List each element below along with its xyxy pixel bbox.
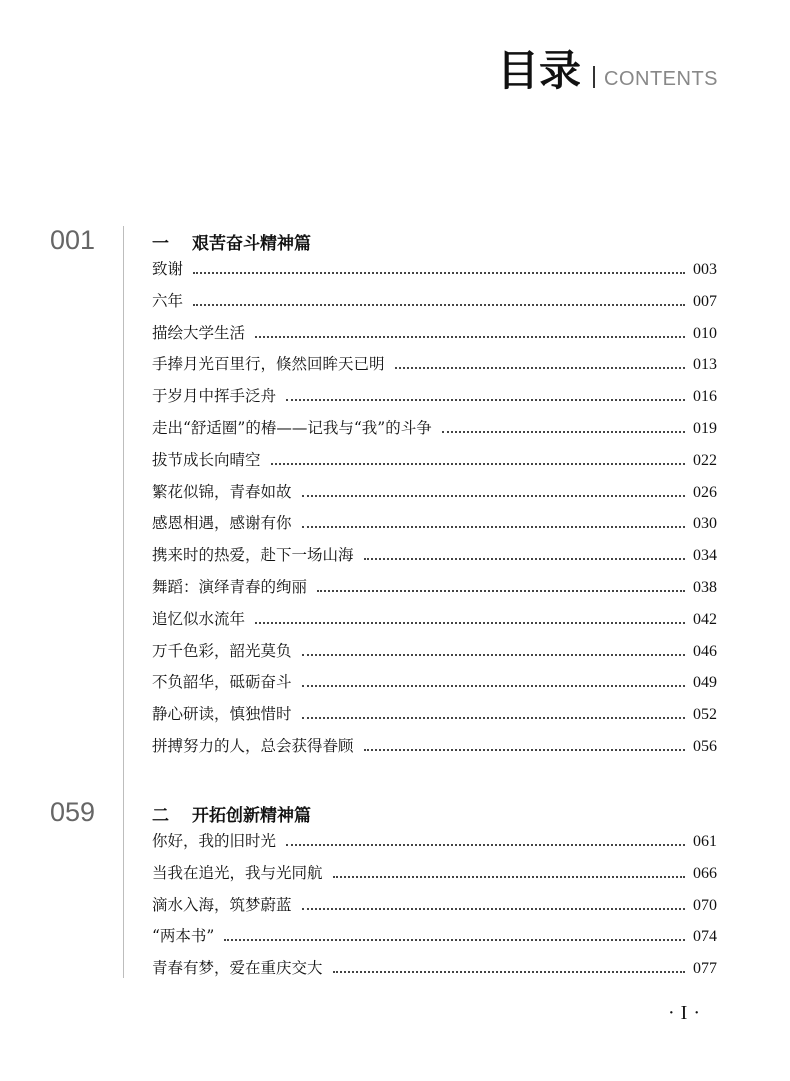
- entry-page-number: 019: [693, 419, 717, 437]
- section-heading: [152, 801, 311, 826]
- dot-leader: [255, 622, 685, 624]
- section-number: 一: [152, 234, 169, 254]
- entry-title: 繁花似锦，青春如故: [152, 482, 292, 501]
- dot-leader: [286, 399, 685, 401]
- entry-list: [152, 257, 717, 766]
- entry-title: 舞蹈：演绎青春的绚丽: [152, 577, 308, 596]
- toc-entry[interactable]: [152, 575, 717, 607]
- entry-page-number: 010: [693, 324, 717, 342]
- section-number: 二: [152, 806, 169, 826]
- toc-entry[interactable]: [152, 670, 717, 702]
- entry-title: 拔节成长向晴空: [152, 450, 261, 469]
- dot-leader: [317, 590, 685, 592]
- entry-title: 手捧月光百里行，倏然回眸天已明: [152, 355, 385, 374]
- toc-entry[interactable]: [152, 956, 717, 988]
- dot-leader: [193, 272, 685, 274]
- toc-entry[interactable]: [152, 384, 717, 416]
- entry-page-number: 056: [693, 737, 717, 755]
- entry-page-number: 038: [693, 578, 717, 596]
- toc-entry[interactable]: [152, 321, 717, 353]
- toc-header: [497, 48, 718, 94]
- toc-entry[interactable]: [152, 607, 717, 639]
- vertical-rule: [123, 226, 124, 978]
- entry-title: 拼搏努力的人，总会获得眷顾: [152, 736, 354, 755]
- section-title: 艰苦奋斗精神篇: [192, 234, 311, 254]
- dot-leader: [302, 908, 685, 910]
- entry-title: 感恩相遇，感谢有你: [152, 514, 292, 533]
- page-number: ·I·: [668, 1002, 706, 1024]
- section-start-page: 059: [50, 797, 96, 827]
- toc-entry[interactable]: [152, 893, 717, 925]
- entry-page-number: 022: [693, 451, 717, 469]
- entry-title: 青春有梦，爱在重庆交大: [152, 959, 323, 978]
- toc-entry[interactable]: [152, 448, 717, 480]
- dot-leader: [333, 971, 685, 973]
- entry-page-number: 049: [693, 674, 717, 692]
- dot-leader: [271, 463, 685, 465]
- entry-title: 携来时的热爱，赴下一场山海: [152, 546, 354, 565]
- toc-entry[interactable]: [152, 861, 717, 893]
- entry-title: 不负韶华，砥砺奋斗: [152, 673, 292, 692]
- entry-title: 致谢: [152, 260, 184, 278]
- entry-page-number: 042: [693, 610, 717, 628]
- entry-list: [152, 829, 717, 988]
- page-title: 目录: [496, 46, 581, 95]
- entry-title: 追忆似水流年: [152, 609, 246, 628]
- section-start-page: 001: [50, 225, 96, 255]
- dot-leader: [302, 717, 685, 719]
- entry-page-number: 003: [693, 261, 717, 278]
- entry-title: 于岁月中挥手泛舟: [152, 387, 277, 406]
- dot-leader: [364, 558, 685, 560]
- dot-leader: [224, 939, 685, 941]
- entry-title: 六年: [152, 291, 184, 310]
- entry-page-number: 061: [693, 833, 717, 850]
- section-heading: [152, 229, 311, 254]
- dot-leader: [302, 526, 685, 528]
- page-subtitle: CONTENTS: [604, 68, 718, 90]
- entry-page-number: 007: [693, 292, 717, 310]
- dot-leader: [333, 876, 685, 878]
- entry-title: 你好，我的旧时光: [152, 832, 277, 850]
- toc-entry[interactable]: [152, 702, 717, 734]
- dot-leader: [193, 304, 685, 306]
- entry-title: “两本书”: [152, 927, 215, 946]
- dot-leader: [286, 844, 685, 846]
- toc-entry[interactable]: [152, 829, 717, 861]
- dot-leader: [395, 367, 685, 369]
- entry-page-number: 070: [693, 896, 717, 914]
- entry-title: 走出“舒适圈”的椿——记我与“我”的斗争: [152, 418, 432, 437]
- dot-leader: [302, 685, 685, 687]
- dot-leader: [442, 431, 685, 433]
- toc-entry[interactable]: [152, 924, 717, 956]
- entry-page-number: 074: [693, 928, 717, 946]
- entry-page-number: 066: [693, 864, 717, 882]
- toc-entry[interactable]: [152, 543, 717, 575]
- entry-page-number: 046: [693, 642, 717, 660]
- entry-title: 描绘大学生活: [152, 323, 246, 342]
- toc-entry[interactable]: [152, 289, 717, 321]
- toc-entry[interactable]: [152, 480, 717, 512]
- entry-page-number: 013: [693, 356, 717, 374]
- entry-page-number: 034: [693, 547, 717, 565]
- entry-title: 滴水入海，筑梦蔚蓝: [152, 895, 292, 914]
- dot-leader: [302, 654, 685, 656]
- toc-entry[interactable]: [152, 734, 717, 766]
- title-divider: [593, 66, 595, 88]
- entry-page-number: 016: [693, 388, 717, 406]
- entry-title: 万千色彩，韶光莫负: [152, 641, 292, 660]
- entry-page-number: 030: [693, 515, 717, 533]
- dot-leader: [255, 336, 685, 338]
- entry-title: 静心研读，慎独惜时: [152, 705, 292, 724]
- entry-page-number: 052: [693, 706, 717, 724]
- entry-page-number: 026: [693, 483, 717, 501]
- toc-entry[interactable]: [152, 511, 717, 543]
- toc-entry[interactable]: [152, 416, 717, 448]
- dot-leader: [364, 749, 685, 751]
- toc-entry[interactable]: [152, 257, 717, 289]
- entry-page-number: 077: [693, 960, 717, 978]
- toc-entry[interactable]: [152, 352, 717, 384]
- section-title: 开拓创新精神篇: [192, 806, 311, 826]
- dot-leader: [302, 495, 685, 497]
- toc-entry[interactable]: [152, 639, 717, 671]
- entry-title: 当我在追光，我与光同航: [152, 863, 323, 882]
